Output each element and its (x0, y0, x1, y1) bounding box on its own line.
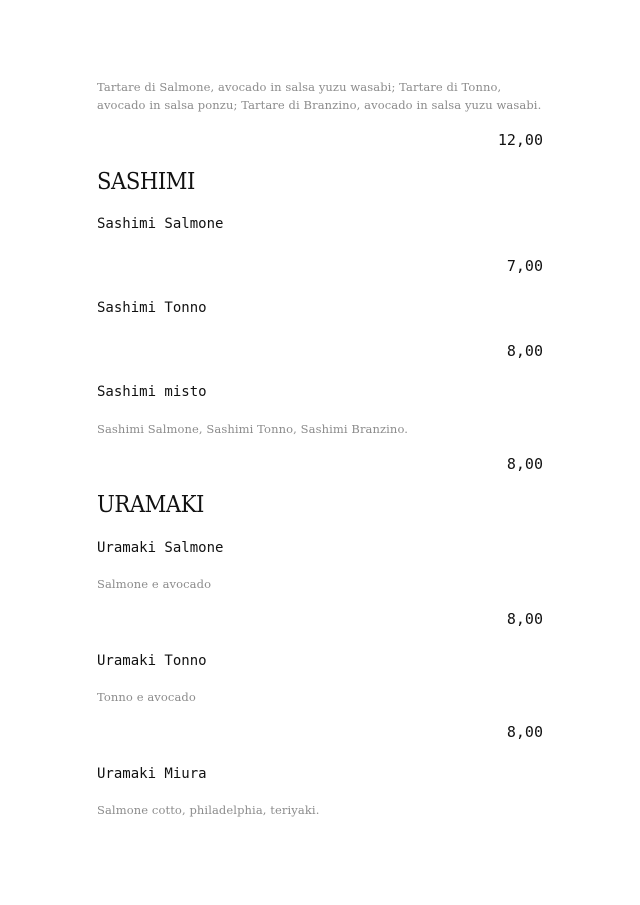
item-name-sashimi-tonno: Sashimi Tonno (97, 300, 207, 316)
tartare-description-line-1: Tartare di Salmone, avocado in salsa yuzu wasabi; Tartare di Tonno, (97, 80, 502, 94)
item-description-uramaki-tonno: Tonno e avocado (97, 690, 196, 704)
section-title-uramaki: URAMAKI (97, 492, 204, 518)
item-price-sashimi-salmone: 7,00 (506, 257, 543, 275)
tartare-description-line-2: avocado in salsa ponzu; Tartare di Branzino, avocado in salsa yuzu wasabi. (97, 98, 542, 112)
item-price-sashimi-misto: 8,00 (506, 455, 543, 473)
item-price-sashimi-tonno: 8,00 (506, 342, 543, 360)
item-name-uramaki-tonno: Uramaki Tonno (97, 653, 207, 669)
item-description-uramaki-miura: Salmone cotto, philadelphia, teriyaki. (97, 803, 320, 817)
item-name-sashimi-salmone: Sashimi Salmone (97, 216, 224, 232)
item-price-uramaki-salmone: 8,00 (506, 610, 543, 628)
item-description-sashimi-misto: Sashimi Salmone, Sashimi Tonno, Sashimi Branzino. (97, 422, 409, 436)
item-name-uramaki-salmone: Uramaki Salmone (97, 540, 224, 556)
item-price-uramaki-tonno: 8,00 (506, 723, 543, 741)
item-description-uramaki-salmone: Salmone e avocado (97, 577, 212, 591)
item-name-sashimi-misto: Sashimi misto (97, 384, 207, 400)
item-name-uramaki-miura: Uramaki Miura (97, 766, 207, 782)
section-title-sashimi: SASHIMI (97, 169, 195, 195)
tartare-price: 12,00 (497, 131, 543, 149)
